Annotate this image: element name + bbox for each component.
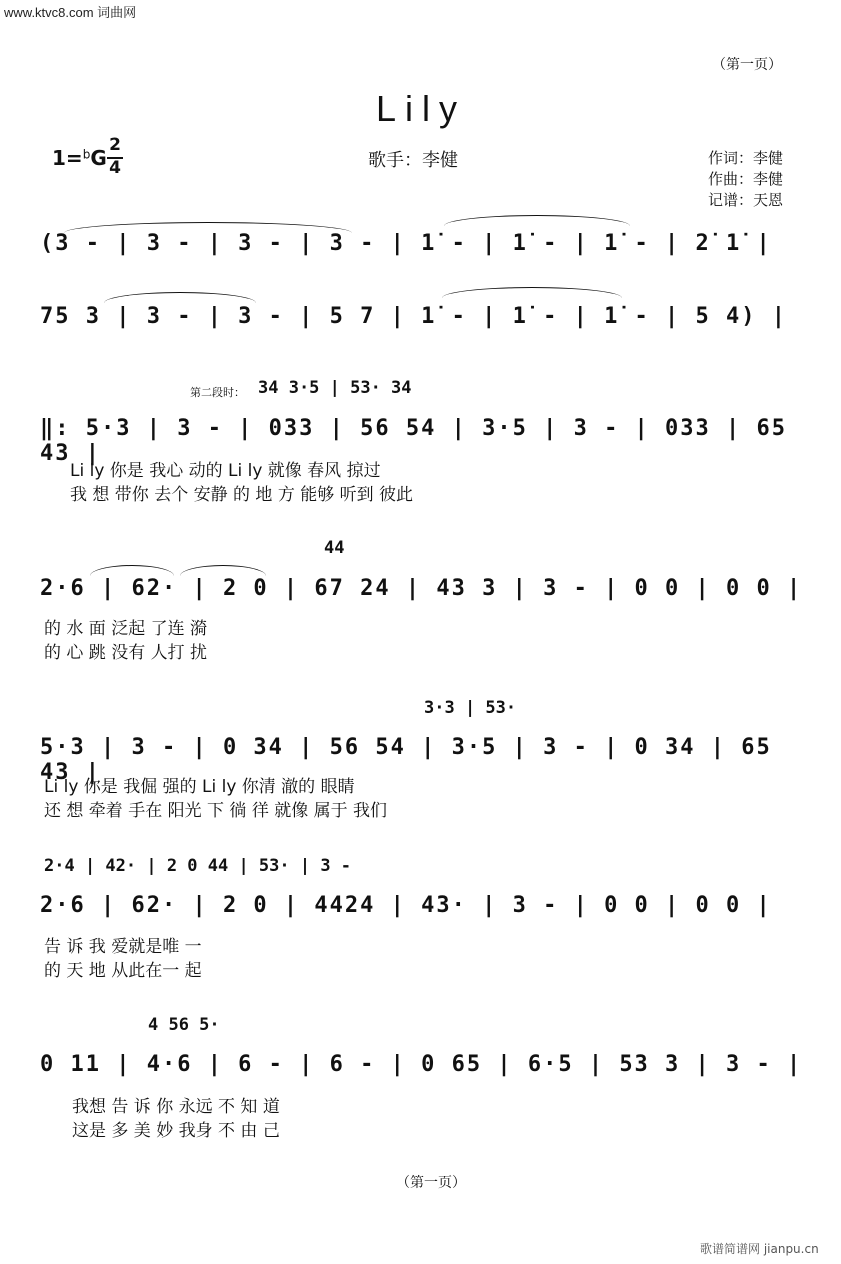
music-line-4 bbox=[40, 576, 810, 616]
composer: 作曲：李健 bbox=[708, 170, 784, 188]
lyric-line-4a: 的 水 面 泛起 了连 漪 bbox=[44, 619, 208, 639]
lyric-line-7b: 这是 多 美 妙 我身 不 由 己 bbox=[72, 1121, 280, 1141]
upper-notes: 2·4 | 42· | 2 0 44 | 53· | 3 - bbox=[44, 856, 352, 876]
top-watermark: www.ktvc8.com 词曲网 bbox=[4, 5, 137, 20]
bottom-watermark: 歌谱简谱网 jianpu.cn bbox=[700, 1242, 819, 1256]
music-line-6 bbox=[40, 893, 810, 933]
lyric-line-6a: 告 诉 我 爱就是唯 一 bbox=[44, 937, 202, 957]
music-line-3 bbox=[40, 416, 810, 466]
lyric-line-5b: 还 想 牵着 手在 阳光 下 徜 徉 就像 属于 我们 bbox=[44, 801, 388, 821]
notes: 0 11 | 4·6 | 6 - | 6 - | 0 65 | 6·5 | 53 3 | 3 - | bbox=[40, 1052, 803, 1077]
singer: 歌手：李健 bbox=[368, 150, 458, 171]
lyric-line-6b: 的 天 地 从此在一 起 bbox=[44, 961, 202, 981]
music-line-2 bbox=[40, 304, 810, 344]
time-sig-top: 2 bbox=[109, 135, 121, 155]
music-line-5 bbox=[40, 735, 810, 785]
slur bbox=[442, 287, 622, 298]
second-verse-label: 第二段时： bbox=[190, 386, 245, 399]
notes: (3 - | 3 - | 3 - | 3 - | 1̇ - | 1̇ - | 1̇ - | 2̇ 1̇ | bbox=[40, 231, 772, 256]
lyric-line-7a: 我想 告 诉 你 永远 不 知 道 bbox=[72, 1097, 280, 1117]
lyric-line-3b: 我 想 带你 去个 安静 的 地 方 能够 听到 彼此 bbox=[70, 485, 414, 505]
notes: 2·6 | 62· | 2 0 | 4424 | 43· | 3 - | 0 0 | 0 0 | bbox=[40, 893, 772, 918]
notes: ‖: 5·3 | 3 - | 033 | 56 54 | 3·5 | 3 - | 033 | 65 43 | bbox=[40, 416, 788, 466]
key-note: G bbox=[90, 146, 107, 170]
flat-sign: b bbox=[82, 147, 91, 162]
upper-notes: 34 3·5 | 53· 34 bbox=[258, 378, 412, 398]
song-title: Lily bbox=[376, 88, 467, 129]
lyric-line-5a: Li ly 你是 我倔 强的 Li ly 你清 澈的 眼睛 bbox=[44, 777, 355, 797]
music-line-1 bbox=[40, 231, 810, 271]
notes: 2·6 | 62· | 2 0 | 67 24 | 43 3 | 3 - | 0 0 | 0 0 | bbox=[40, 576, 803, 601]
notes: 75 3 | 3 - | 3 - | 5 7 | 1̇ - | 1̇ - | 1̇ - | 5 4) | bbox=[40, 304, 788, 329]
time-sig-bottom: 4 bbox=[109, 158, 121, 178]
slur bbox=[90, 565, 174, 576]
upper-notes: 3·3 | 53· bbox=[424, 698, 517, 718]
page-label-bottom: （第一页） bbox=[396, 1175, 466, 1191]
key-prefix: 1= bbox=[52, 146, 83, 170]
slur bbox=[180, 565, 266, 576]
page-label-top: （第一页） bbox=[712, 57, 782, 73]
key-signature bbox=[52, 146, 107, 170]
lyric-line-3a: Li ly 你是 我心 动的 Li ly 就像 春风 掠过 bbox=[70, 461, 381, 481]
music-line-7 bbox=[40, 1052, 810, 1092]
lyric-line-4b: 的 心 跳 没有 人打 扰 bbox=[44, 643, 208, 663]
upper-notes: 4 56 5· bbox=[148, 1015, 220, 1035]
notes: 5·3 | 3 - | 0 34 | 56 54 | 3·5 | 3 - | 0 34 | 65 43 | bbox=[40, 735, 772, 785]
lyricist: 作词：李健 bbox=[708, 149, 784, 167]
slur bbox=[104, 292, 256, 303]
transcriber: 记谱：天恩 bbox=[708, 191, 784, 209]
slur bbox=[444, 215, 630, 226]
upper-notes: 44 bbox=[324, 538, 345, 558]
